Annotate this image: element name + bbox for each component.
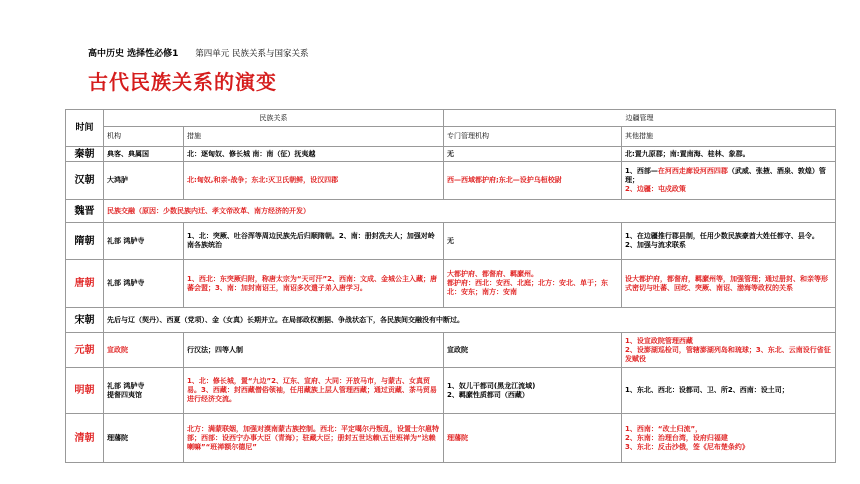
measure-cell: 1、北：修长城，置“九边”2、辽东、宣府、大同：开放马市，与蒙古、女真贸易。3、西藏：封西藏僧俗领袖，任用藏族上层人管理西藏；通过贡藏、茶马贸易进行经济交流。 xyxy=(184,368,444,414)
header-special-institution: 专门管理机构 xyxy=(444,127,622,147)
special-institution-cell: 宣政院 xyxy=(444,333,622,368)
dynasty-cell: 隋朝 xyxy=(66,223,104,260)
page-title: 古代民族关系的演变 xyxy=(88,70,277,94)
institution-cell: 礼部 鸿胪寺 xyxy=(104,260,184,308)
header-other-measures: 其他措施 xyxy=(622,127,836,147)
measure-cell: 1、西北：东突厥归附，称唐太宗为“天可汗”2、西南：文成、金城公主入藏；唐蕃会盟；3、南：加封南诏王，南诏多次遣子弟入唐学习。 xyxy=(184,260,444,308)
other-measure-cell xyxy=(622,162,836,200)
dynasty-cell: 清朝 xyxy=(66,414,104,463)
measure-cell: 北:匈奴,和亲-战争；东北:灭卫氏朝鲜，设汉四郡 xyxy=(184,162,444,200)
other-measure-part: （武威、张掖、酒泉、敦煌）管理； xyxy=(625,167,826,184)
header-time: 时间 xyxy=(66,110,104,147)
table-row xyxy=(66,333,836,368)
table-row xyxy=(66,368,836,414)
table-row xyxy=(66,162,836,200)
unit-name: 第四单元 民族关系与国家关系 xyxy=(195,49,309,59)
dynasty-cell: 唐朝 xyxy=(66,260,104,308)
relations-table xyxy=(65,109,836,463)
institution-cell: 礼部 鸿胪寺 提督四夷馆 xyxy=(104,368,184,414)
other-measure-cell: 1、在边疆推行郡县制，任用少数民族豪酋大姓任都守、县令。 2、加强与流求联系 xyxy=(622,223,836,260)
special-institution-cell: 西—西域都护府;东北—设护乌桓校尉 xyxy=(444,162,622,200)
page-header xyxy=(88,46,309,59)
other-measure-highlight: 在河西走廊设河西四郡 xyxy=(657,167,728,175)
dynasty-cell: 宋朝 xyxy=(66,308,104,333)
other-measure-cell: 北:置九原郡；南:置南海、桂林、象郡。 xyxy=(622,147,836,162)
table-row xyxy=(66,308,836,333)
dynasty-cell: 汉朝 xyxy=(66,162,104,200)
span-note-cell: 先后与辽（契丹）、西夏（党项）、金（女真）长期并立。在局部政权割据、争战状态下，各民族间交融没有中断过。 xyxy=(104,308,836,333)
header-border-management: 边疆管理 xyxy=(444,110,836,127)
other-measure-cell: 1、西南：“改土归流”， 2、东南：治理台湾，设府归福建 3、东北：反击沙俄，签《尼布楚条约》 xyxy=(622,414,836,463)
measure-cell: 1、北：突厥、吐谷浑等周边民族先后归顺隋朝。2、南：册封冼夫人；加强对岭南各族统治 xyxy=(184,223,444,260)
special-institution-cell: 理藩院 xyxy=(444,414,622,463)
other-measure-highlight: 2、边疆：屯戍政策 xyxy=(625,185,686,193)
special-institution-cell: 无 xyxy=(444,223,622,260)
other-measure-cell: 设大都护府，都督府，羁縻州等，加强管理；通过册封、和亲等形式密切与吐蕃、回纥、突厥、南诏、渤海等政权的关系 xyxy=(622,260,836,308)
institution-cell: 典客、典属国 xyxy=(104,147,184,162)
measure-cell: 北：逐匈奴、修长城 南：南（征）抚夷越 xyxy=(184,147,444,162)
dynasty-cell: 魏晋 xyxy=(66,200,104,223)
measure-cell: 行汉法；四等人制 xyxy=(184,333,444,368)
table-row xyxy=(66,414,836,463)
special-institution-cell: 无 xyxy=(444,147,622,162)
header-measures: 措施 xyxy=(184,127,444,147)
table-row xyxy=(66,200,836,223)
dynasty-cell: 秦朝 xyxy=(66,147,104,162)
measure-cell: 北方：满蒙联姻，加强对漠南蒙古族控制。西北：平定噶尔丹叛乱，设置士尔扈特部；西部：设西宁办事大臣（青海）；驻藏大臣；册封五世达赖\五世班禅为“达赖喇嘛”“班禅额尔德尼” xyxy=(184,414,444,463)
header-ethnic-relations: 民族关系 xyxy=(104,110,444,127)
table-row xyxy=(66,147,836,162)
course-name: 高中历史 选择性必修1 xyxy=(88,49,179,59)
dynasty-cell: 元朝 xyxy=(66,333,104,368)
header-institution: 机构 xyxy=(104,127,184,147)
special-institution-cell: 1、奴儿干都司(黑龙江流域) 2、羁縻性质都司（西藏） xyxy=(444,368,622,414)
table-row xyxy=(66,223,836,260)
institution-cell: 理藩院 xyxy=(104,414,184,463)
table-row xyxy=(66,260,836,308)
institution-cell: 宣政院 xyxy=(104,333,184,368)
span-note-cell: 民族交融（原因：少数民族内迁、孝文帝改革、南方经济的开发） xyxy=(104,200,836,223)
other-measure-cell: 1、设宣政院管理西藏 2、设澎湖巡检司，管辖澎湖列岛和琉球；3、东北、云南设行省征发赋役 xyxy=(622,333,836,368)
other-measure-part: 1、西部— xyxy=(625,167,658,175)
institution-cell: 大鸿胪 xyxy=(104,162,184,200)
other-measure-cell: 1、东北、西北：设都司、卫、所2、西南：设土司； xyxy=(622,368,836,414)
dynasty-cell: 明朝 xyxy=(66,368,104,414)
special-institution-cell: 大都护府、都督府、羁縻州。 都护府：西北：安西、北庭；北方：安北、单于；东北：安东；南方：安南 xyxy=(444,260,622,308)
institution-cell: 礼部 鸿胪寺 xyxy=(104,223,184,260)
